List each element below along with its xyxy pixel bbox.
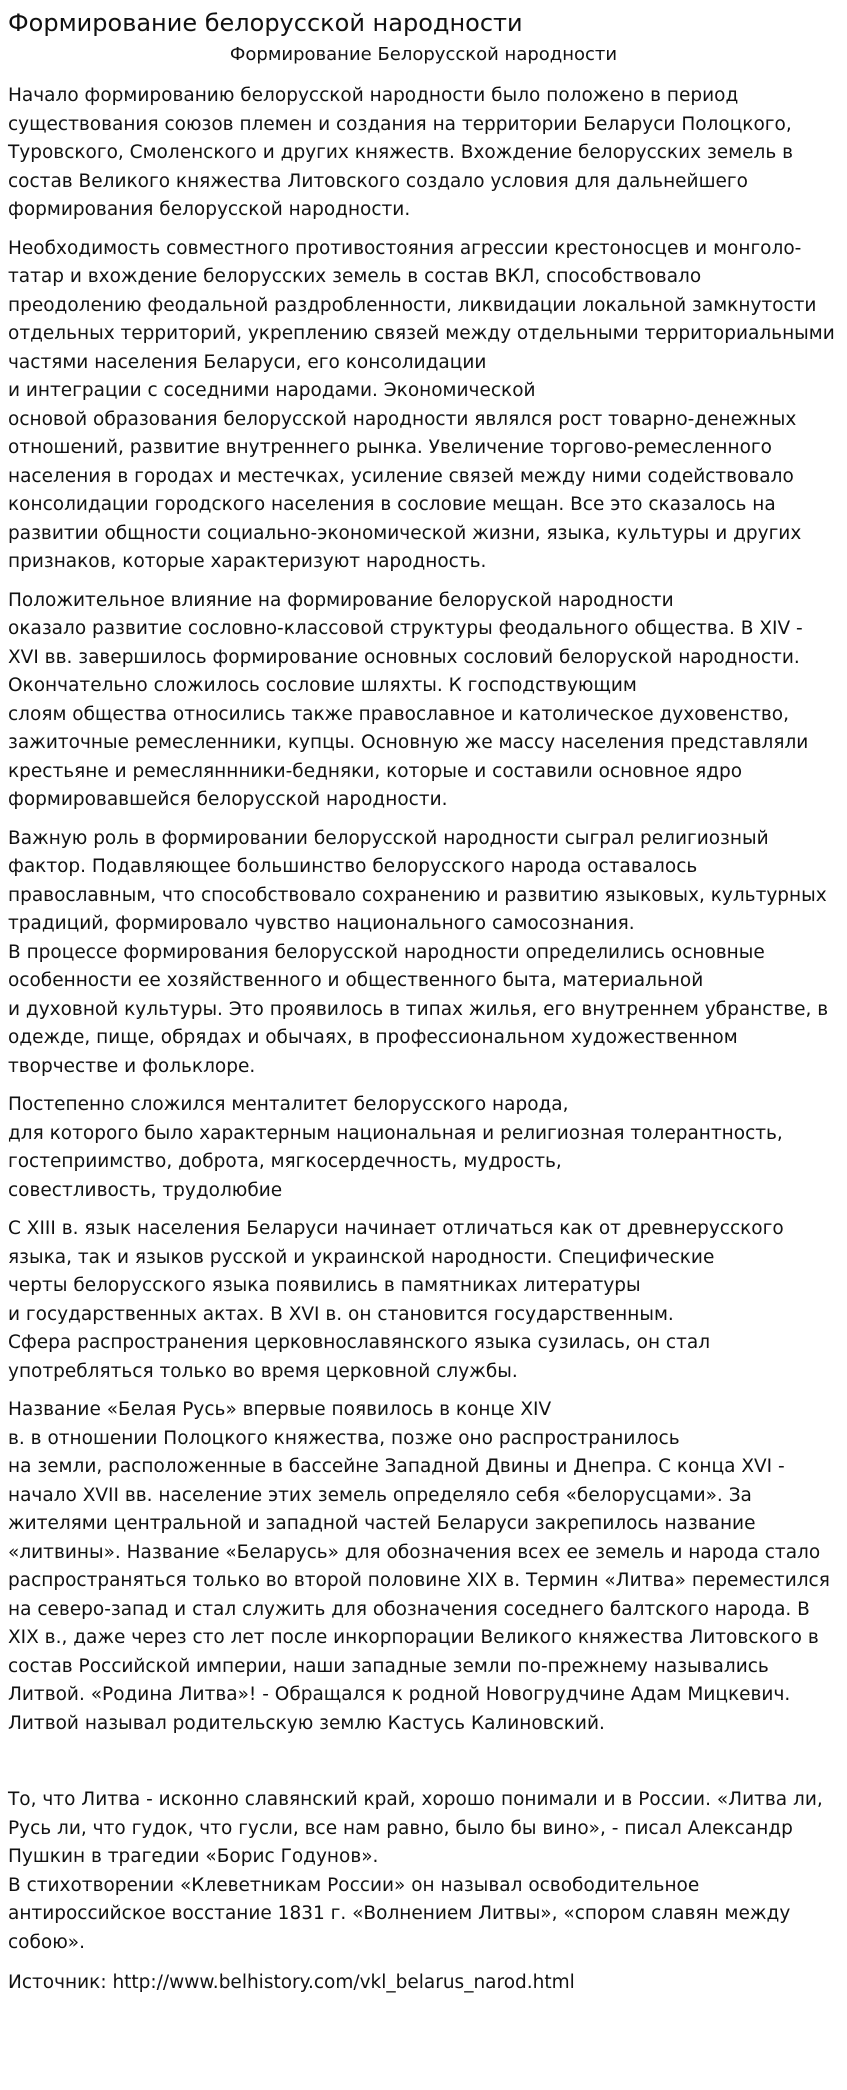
article-subtitle: Формирование Белорусской народности (229, 44, 618, 65)
paragraph-name-history: Название «Белая Русь» впервые появилось в конце XIV в. в отношении Полоцкого княжества, позже оно распространилось на земли, расположенные в бассейне Западной Двины и Днепра. С конца XVI - начало XVII вв. население этих земель определяло себя «белорусцами». За жителями центральной и западной частей Беларуси закрепилось название «литвины». Название «Беларусь» для обозначения всех ее земель и народа стало распространяться только во второй половине XIX в. Термин «Литва» переместился на северо-запад и стал служить для обозначения соседнего балтского народа. В XIX в., даже через сто лет после инкорпорации Великого княжества Литовского в состав Российской империи, наши западные земли по-прежнему назывались Литвой. «Родина Литва»! - Обращался к родной Новогрудчине Адам Мицкевич. Литвой называл родительскую землю Кастусь Калиновский. (8, 1399, 830, 1734)
paragraph-language: С XIII в. язык населения Беларуси начинает отличаться как от древнерусского языка, так и языков русской и украинской народности. Специфические черты белорусского языка появились в памятниках литературы и государственных актах. В XVI в. он становится государственным. Сфера распространения церковнославянского языка сузилась, он стал употребляться только во время церковной службы. (8, 1218, 784, 1382)
paragraph-religion: Важную роль в формировании белорусской народности сыграл религиозный фактор. Подавляющее большинство белорусского народа оставалось православным, что способствовало сохранению и развитию языковых, культурных традиций, формировало чувство национального самосознания. В процессе формирования белорусской народности определились основные особенности ее хозяйственного и общественного быта, материальной и духовной культуры. Это проявилось в типах жилья, его внутреннем убранстве, в одежде, пище, обрядах и обычаях, в профессиональном художественном творчестве и фольклоре. (8, 827, 829, 1077)
spacer (8, 1748, 839, 1786)
source-line (8, 1969, 839, 1998)
paragraph-social-structure: Положительное влияние на формирование белоруской народности оказало развитие сословно-классовой структуры феодального общества. В XIV - XVI вв. завершилось формирование основных сословий белоруской народности. Окончательно сложилось сословие шляхты. К господствующим слоям общества относились также православное и католическое духовенство, зажиточные ремесленники, купцы. Основную же массу населения представляли крестьяне и ремесляннники-бедняки, которые и составили основное ядро формировавшейся белорусской народности. (8, 589, 809, 810)
paragraph-mentality: Постепенно сложился менталитет белорусского народа, для которого было характерным национальная и религиозная толерантность, гостеприимство, доброта, мягкосердечность, мудрость, совестливость, трудолюбие (8, 1094, 783, 1201)
source-link[interactable]: Источник: http://www.belhistory.com/vkl_belarus_narod.html (8, 1972, 575, 1993)
paragraph-consolidation: Необходимость совместного противостояния агрессии крестоносцев и монголо-татар и вхождение белорусских земель в состав ВКЛ, способствовало преодолению феодальной раздробленности, ликвидации локальной замкнутости отдельных территорий, укреплению связей между отдельными территориальными частями населения Беларуси, его консолидации и интеграции с соседними народами. Экономической основой образования белорусской народности являлся рост товарно-денежных отношений, развитие внутреннего рынка. Увеличение торгово-ремесленного населения в городах и местечках, усиление связей между ними содействовало консолидации городского населения в сословие мещан. Все это сказалось на развитии общности социально-экономической жизни, языка, культуры и других признаков, которые характеризуют народность. (8, 237, 835, 572)
paragraph-origins: Начало формированию белорусской народности было положено в период существования союзов племен и создания на территории Беларуси Полоцкого, Туровского, Смоленского и других княжеств. Вхождение белорусских земель в состав Великого княжества Литовского создало условия для дальнейшего формирования белорусской народности. (8, 85, 794, 220)
page-title: Формирование белорусской народности (8, 9, 523, 37)
paragraph-lithuania-russia: То, что Литва - исконно славянский край, хорошо понимали и в России. «Литва ли, Русь ли, что гудок, что гусли, все нам равно, было бы вино», - писал Александр Пушкин в трагедии «Борис Годунов». В стихотворении «Клеветникам России» он называл освободительное антироссийское восстание 1831 г. «Волнением Литвы», «спором славян между собою». (8, 1789, 823, 1953)
